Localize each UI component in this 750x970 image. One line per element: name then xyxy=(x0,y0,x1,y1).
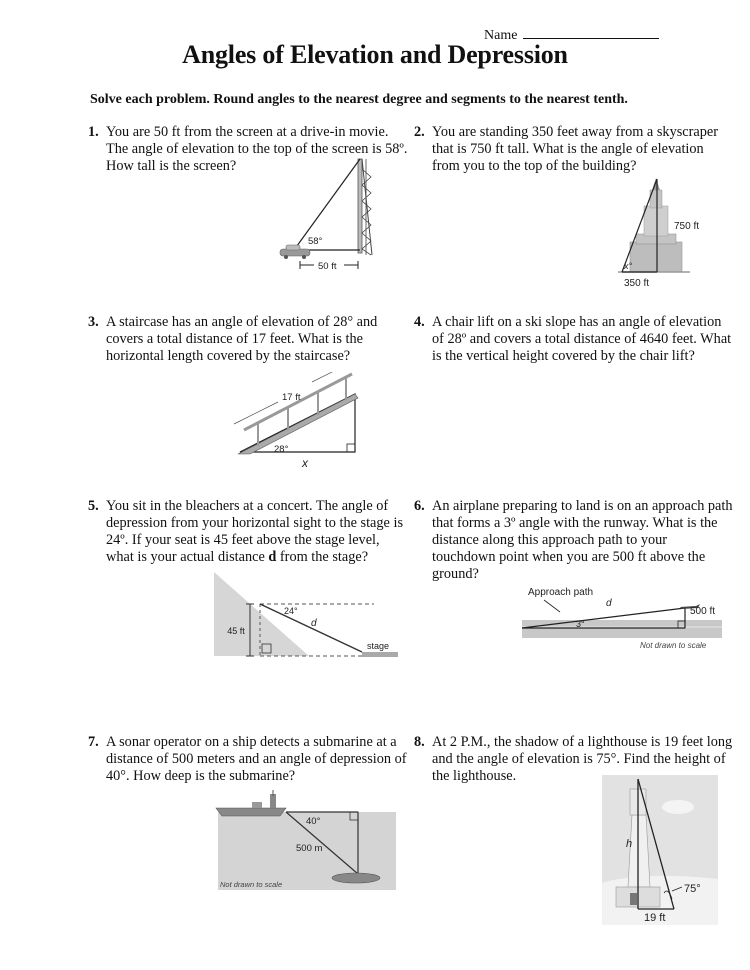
height-label: 500 ft xyxy=(690,606,716,617)
angle-label: 40° xyxy=(306,816,321,827)
figure-lighthouse xyxy=(602,775,718,925)
problem-7 xyxy=(88,734,408,785)
problem-number: 5. xyxy=(88,498,99,514)
hyp-label: 500 m xyxy=(296,843,323,854)
problem-number: 2. xyxy=(414,124,425,140)
path-label: Approach path xyxy=(528,587,594,598)
problem-text: A staircase has an angle of elevation of 28° and covers a total distance of 17 feet. What is the horizontal length covered by the staircase? xyxy=(106,314,378,364)
ship-icon xyxy=(216,790,286,816)
cloud-icon xyxy=(662,800,694,814)
runway xyxy=(522,620,722,638)
name-label: Name xyxy=(484,28,518,43)
angle-label: x° xyxy=(624,261,633,271)
problem-text: An airplane preparing to land is on an approach path that forms a 3º angle with the runway. What is the distance along this approach path to your touchdown point when you are 500 ft above the ground? xyxy=(432,498,733,582)
problem-text: A chair lift on a ski slope has an angle of elevation of 28º and covers a total distance of 4640 feet. What is the vertical height covered by the chair lift? xyxy=(432,314,732,364)
problem-text: A sonar operator on a ship detects a submarine at a distance of 500 meters and an angle of depression of 40°. How deep is the submarine? xyxy=(106,734,407,784)
height-label: 45 ft xyxy=(227,626,245,636)
problem-number: 3. xyxy=(88,314,99,330)
figure-staircase xyxy=(230,372,390,472)
not-to-scale-note: Not drawn to scale xyxy=(220,880,283,889)
car-icon xyxy=(280,245,310,259)
problem-number: 4. xyxy=(414,314,425,330)
screen-tower-icon xyxy=(358,159,372,255)
angle-label: 28° xyxy=(274,444,289,455)
problem-number: 7. xyxy=(88,734,99,750)
problem-3 xyxy=(88,314,408,365)
page-title: Angles of Elevation and Depression xyxy=(182,40,568,69)
name-blank-line xyxy=(523,26,659,39)
base-label: 19 ft xyxy=(644,912,666,924)
not-to-scale-note: Not drawn to scale xyxy=(640,641,707,650)
stage-label: stage xyxy=(367,641,390,651)
problem-2 xyxy=(414,124,734,175)
problem-5 xyxy=(88,498,408,566)
angle-label: 24° xyxy=(284,606,298,616)
problem-number: 1. xyxy=(88,124,99,140)
length-label: 17 ft xyxy=(282,392,301,403)
sight-line xyxy=(294,159,360,250)
height-label: h xyxy=(626,838,633,850)
base-label: 350 ft xyxy=(624,278,650,289)
hyp-label: d xyxy=(606,598,612,609)
submarine-icon xyxy=(332,873,380,883)
hyp-label: d xyxy=(311,618,317,629)
problem-6 xyxy=(414,498,734,583)
problem-number: 6. xyxy=(414,498,425,514)
problem-text: You are 50 ft from the screen at a drive-in movie. The angle of elevation to the top of the screen is 58º. How tall is the screen? xyxy=(106,124,408,174)
problem-text: You are standing 350 feet away from a skyscraper that is 750 ft tall. What is the angle of elevation from you to the top of the building? xyxy=(432,124,718,174)
angle-label: 58° xyxy=(308,236,323,247)
problem-number: 8. xyxy=(414,734,425,750)
problem-text: At 2 P.M., the shadow of a lighthouse is 19 feet long and the angle of elevation is 75°. Find the height of the lighthouse. xyxy=(432,734,733,784)
problem-4 xyxy=(414,314,734,365)
figure-sonar xyxy=(214,790,398,892)
angle-label: 3° xyxy=(576,619,585,629)
base-label: x xyxy=(302,456,308,470)
angle-label: 75° xyxy=(684,883,701,895)
instructions: Solve each problem. Round angles to the nearest degree and segments to the nearest tenth. xyxy=(90,92,628,107)
height-label: 750 ft xyxy=(674,221,700,232)
problem-text: You sit in the bleachers at a concert. The angle of depression from your horizontal sight to the stage is 24º. If your seat is 45 feet above the stage level, what is your actual distance d from the stage? xyxy=(106,498,404,565)
figure-drive-in-screen xyxy=(278,155,388,275)
figure-skyscraper xyxy=(600,178,730,290)
figure-approach-path xyxy=(520,582,730,654)
base-label: 50 ft xyxy=(318,261,337,272)
variable-d: d xyxy=(268,549,277,565)
figure-bleachers xyxy=(214,572,400,658)
